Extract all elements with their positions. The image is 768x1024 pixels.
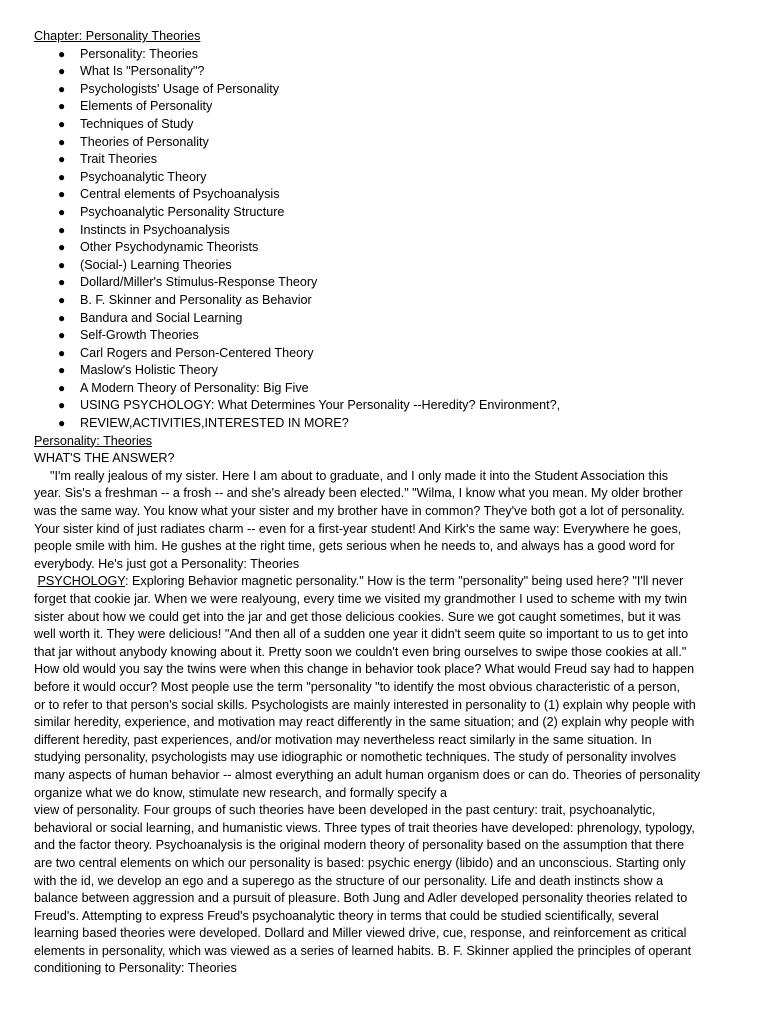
- paragraph-line: with the id, we develop an ego and a superego as the structure of our personality. Life and death instincts show a: [34, 873, 664, 888]
- toc-item: ● A Modern Theory of Personality: Big Five: [34, 380, 724, 398]
- paragraph-line: Freud's. Attempting to express Freud's psychoanalytic theory in terms that could be studied scientifically, several: [34, 908, 659, 923]
- toc-item: ● Central elements of Psychoanalysis: [34, 186, 724, 204]
- bullet-icon: ●: [58, 328, 66, 343]
- bullet-icon: ●: [58, 99, 66, 114]
- paragraph-line: studying personality, psychologists may use idiographic or nomothetic techniques. The study of personality involves: [34, 750, 677, 765]
- bullet-icon: ●: [58, 187, 66, 202]
- toc-item: ● Dollard/Miller's Stimulus-Response Theory: [34, 274, 724, 292]
- whats-the-answer-label: WHAT'S THE ANSWER?: [34, 451, 175, 466]
- paragraph-line: everybody. He's just got a Personality: Theories: [34, 556, 300, 571]
- psychology-label: PSYCHOLOGY: [37, 574, 125, 589]
- toc-item: ● Bandura and Social Learning: [34, 310, 724, 328]
- bullet-icon: ●: [58, 46, 66, 61]
- section-heading: Personality: Theories: [34, 433, 153, 448]
- chapter-heading: Chapter: Personality Theories: [34, 29, 201, 43]
- bullet-icon: ●: [58, 310, 66, 325]
- toc-item: ● Other Psychodynamic Theorists: [34, 239, 724, 257]
- table-of-contents: [34, 46, 724, 433]
- paragraph-line: learning based theories were developed. Dollard and Miller viewed drive, cue, response, and reinforcement as critical: [34, 926, 687, 941]
- bullet-icon: ●: [58, 363, 66, 378]
- paragraph-line: and the factor theory. Psychoanalysis is the original modern theory of personality based on the assumption that there: [34, 838, 685, 853]
- paragraph-line: How old would you say the twins were when this change in behavior took place? What would Freud say had to happen: [34, 662, 695, 677]
- toc-item: ● Elements of Personality: [34, 98, 724, 116]
- paragraph-line: well worth it. They were delicious! "And then all of a sudden one year it didn't seem quite so important to us to get into: [34, 627, 689, 642]
- paragraph-line: before it would occur? Most people use the term "personality "to identify the most obvious characteristic of a person,: [34, 679, 680, 694]
- bullet-icon: ●: [58, 169, 66, 184]
- paragraph-line: was the same way. You know what your sister and my brother have in common? They've both got a lot of personality.: [34, 504, 685, 519]
- paragraph-line: balance between aggression and a pursuit of pleasure. Both Jung and Adler developed personality theories related to: [34, 891, 688, 906]
- paragraph-line: PSYCHOLOGY: Exploring Behavior magnetic personality." How is the term "personality" being used here? "I'll never: [37, 574, 684, 589]
- toc-item: ● Trait Theories: [34, 151, 724, 169]
- bullet-icon: ●: [58, 134, 66, 149]
- bullet-icon: ●: [58, 345, 66, 360]
- bullet-icon: ●: [58, 257, 66, 272]
- bullet-icon: ●: [58, 64, 66, 79]
- paragraph-line: many aspects of human behavior -- almost everything an adult human organism does or can do. Theories of personality: [34, 767, 701, 782]
- toc-item: ● USING PSYCHOLOGY: What Determines Your Personality --Heredity? Environment?,: [34, 397, 724, 415]
- bullet-icon: ●: [58, 380, 66, 395]
- psychology-paragraph: [34, 573, 724, 978]
- paragraph-line: organize what we do know, stimulate new research, and formally specify a: [34, 785, 447, 800]
- toc-item: ● Psychoanalytic Theory: [34, 169, 724, 187]
- paragraph-line: forget that cookie jar. When we were realyoung, every time we visited my grandmother I used to scheme with my twin: [34, 592, 688, 606]
- paragraph-line: that jar without anybody knowing about it. Pretty soon we couldn't even bring ourselves to swipe those cookies at all.": [34, 644, 687, 659]
- paragraph-line: view of personality. Four groups of such theories have been developed in the past century: trait, psychoanalytic,: [34, 803, 656, 818]
- bullet-icon: ●: [58, 292, 66, 307]
- toc-item: ● B. F. Skinner and Personality as Behavior: [34, 292, 724, 310]
- paragraph-line: are two central elements on which our personality is based: psychic energy (libido) and an unconscious. Starting only: [34, 855, 686, 870]
- toc-item: ● Personality: Theories: [34, 46, 724, 64]
- document-page: [34, 28, 724, 978]
- bullet-icon: ●: [58, 416, 66, 431]
- toc-item: ● Instincts in Psychoanalysis: [34, 222, 724, 240]
- paragraph-line: elements in personality, which was viewed as a series of learned habits. B. F. Skinner applied the principles of operant: [34, 943, 692, 958]
- toc-item: ● Self-Growth Theories: [34, 327, 724, 345]
- paragraph-line: people smile with him. He gushes at the right time, gets serious when he needs to, and always has a good word for: [34, 539, 675, 554]
- toc-item: ● (Social-) Learning Theories: [34, 257, 724, 275]
- bullet-icon: ●: [58, 204, 66, 219]
- toc-item: ● Psychoanalytic Personality Structure: [34, 204, 724, 222]
- bullet-icon: ●: [58, 116, 66, 131]
- toc-item: ● REVIEW,ACTIVITIES,INTERESTED IN MORE?: [34, 415, 724, 433]
- toc-item: ● Psychologists' Usage of Personality: [34, 81, 724, 99]
- bullet-icon: ●: [58, 152, 66, 167]
- toc-item: ● Maslow's Holistic Theory: [34, 362, 724, 380]
- paragraph-line: "I'm really jealous of my sister. Here I am about to graduate, and I only made it into the Student Association this: [50, 468, 668, 483]
- bullet-icon: ●: [58, 240, 66, 255]
- toc-item: ● Theories of Personality: [34, 134, 724, 152]
- toc-item: ● Carl Rogers and Person-Centered Theory: [34, 345, 724, 363]
- paragraph-line: year. Sis's a freshman -- a frosh -- and she's already been elected." "Wilma, I know what you mean. My older brother: [34, 486, 683, 501]
- paragraph-line: conditioning to Personality: Theories: [34, 961, 237, 976]
- bullet-icon: ●: [58, 275, 66, 290]
- toc-item: ● Techniques of Study: [34, 116, 724, 134]
- bullet-icon: ●: [58, 222, 66, 237]
- intro-dialogue-paragraph: [34, 468, 724, 574]
- paragraph-line: sister about how we could get into the jar and get those delicious cookies. Sure we got caught sometimes, but it was: [34, 609, 681, 624]
- paragraph-line: or to refer to that person's social skills. Psychologists are mainly interested in personality to (1) explain why people with: [34, 697, 696, 712]
- paragraph-line: Your sister kind of just radiates charm -- even for a first-year student! And Kirk's the same way: Everywhere he goes,: [34, 521, 682, 536]
- paragraph-line: different heredity, past experiences, and/or motivation may nevertheless react similarly in the same situation. In: [34, 732, 652, 747]
- toc-item: ● What Is "Personality"?: [34, 63, 724, 81]
- paragraph-line: behavioral or social learning, and humanistic views. Three types of trait theories have developed: phrenology, typology,: [34, 820, 695, 835]
- bullet-icon: ●: [58, 81, 66, 96]
- bullet-icon: ●: [58, 398, 66, 413]
- paragraph-line: similar heredity, experience, and motivation may react differently in the same situation; and (2) explain why people with: [34, 715, 695, 730]
